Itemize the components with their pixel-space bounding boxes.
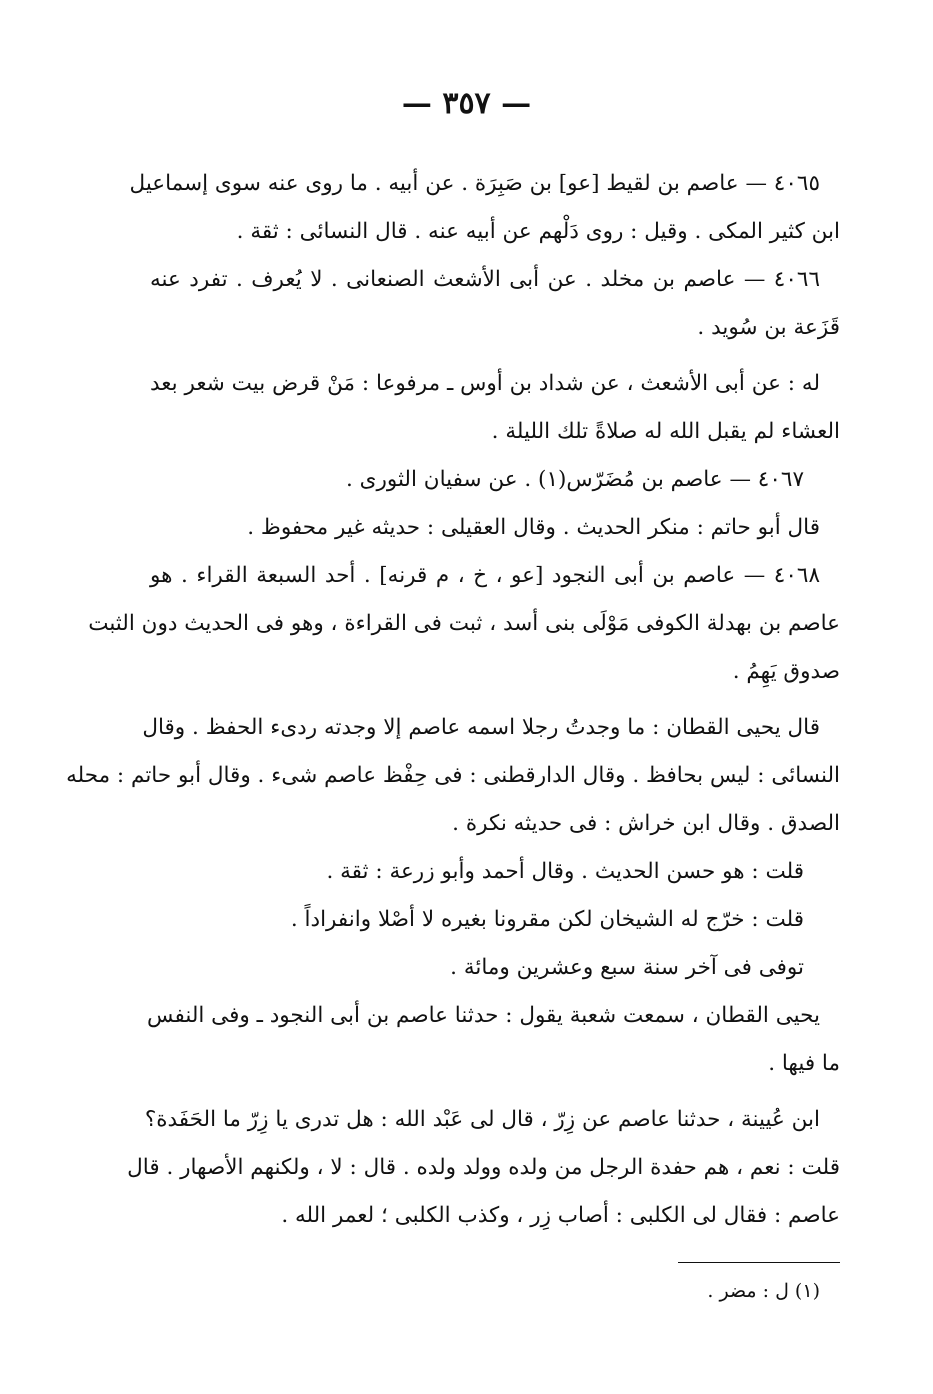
criticism-line-2: النسائى : ليس بحافظ . وقال الدارقطنى : فى حِفْظ عاصم شىء . وقال أبو حاتم : محله — [66, 763, 840, 788]
hadith-line-1: له : عن أبى الأشعث ، عن شداد بن أوس ـ مرفوعا : مَنْ قرض بيت شعر بعد — [150, 371, 820, 396]
entry-4068-line-3: صدوق يَهِمُ . — [732, 659, 840, 684]
page-number: — ٣٥٧ — — [401, 86, 532, 121]
entry-4067-line-1: ٤٠٦٧ — عاصم بن مُضَرّس(١) . عن سفيان الثورى . — [345, 467, 804, 492]
hadith-line-2: العشاء لم يقبل الله له صلاةً تلك الليلة . — [491, 419, 840, 444]
note-line-1: قلت : هو حسن الحديث . وقال أحمد وأبو زرعة : ثقة . — [326, 859, 804, 884]
uyayna-line-3: عاصم : فقال لى الكلبى : أصاب زِر ، وكذب الكلبى ؛ لعمر الله . — [281, 1203, 840, 1228]
uyayna-line-1: ابن عُيينة ، حدثنا عاصم عن زِرّ ، قال لى عَبْد الله : هل تدرى يا زِرّ ما الحَفَدة؟ — [144, 1107, 820, 1132]
entry-4067-line-2: قال أبو حاتم : منكر الحديث . وقال العقيلى : حديثه غير محفوظ . — [247, 515, 820, 540]
criticism-line-3: الصدق . وقال ابن خراش : فى حديثه نكرة . — [452, 811, 840, 836]
footnote-divider — [678, 1262, 840, 1263]
shuba-line-2: ما فيها . — [768, 1051, 840, 1076]
entry-4068-line-2: عاصم بن بهدلة الكوفى مَوْلَى بنى أسد ، ثبت فى القراءة ، وهو فى الحديث دون الثبت — [88, 611, 840, 636]
uyayna-line-2: قلت : نعم ، هم حفدة الرجل من ولده وولد ولده . قال : لا ، ولكنهم الأصهار . قال — [127, 1155, 840, 1180]
death-line: توفى فى آخر سنة سبع وعشرين ومائة . — [450, 955, 804, 980]
entry-4066-line-2: قَزَعة بن سُويد . — [697, 315, 840, 340]
note-line-2: قلت : خرّج له الشيخان لكن مقرونا بغيره لا أصْلا وانفراداً . — [290, 907, 804, 932]
entry-4068-line-1: ٤٠٦٨ — عاصم بن أبى النجود [عو ، خ ، م قرنه] . أحد السبعة القراء . هو — [150, 563, 820, 588]
criticism-line-1: قال يحيى القطان : ما وجدتُ رجلا اسمه عاصم إلا وجدته ردىء الحفظ . وقال — [142, 715, 820, 740]
entry-4065-line-1: ٤٠٦٥ — عاصم بن لقيط [عو] بن صَبِرَة . عن أبيه . ما روى عنه سوى إسماعيل — [129, 171, 820, 196]
entry-4066-line-1: ٤٠٦٦ — عاصم بن مخلد . عن أبى الأشعث الصنعانى . لا يُعرف . تفرد عنه — [150, 267, 820, 292]
body-text — [66, 160, 840, 1240]
footnote: (١) ل : مضر . — [707, 1280, 820, 1302]
shuba-line-1: يحيى القطان ، سمعت شعبة يقول : حدثنا عاصم بن أبى النجود ـ وفى النفس — [147, 1003, 820, 1028]
entry-4065-line-2: ابن كثير المكى . وقيل : روى دَلْهم عن أبيه عنه . قال النسائى : ثقة . — [236, 219, 840, 244]
